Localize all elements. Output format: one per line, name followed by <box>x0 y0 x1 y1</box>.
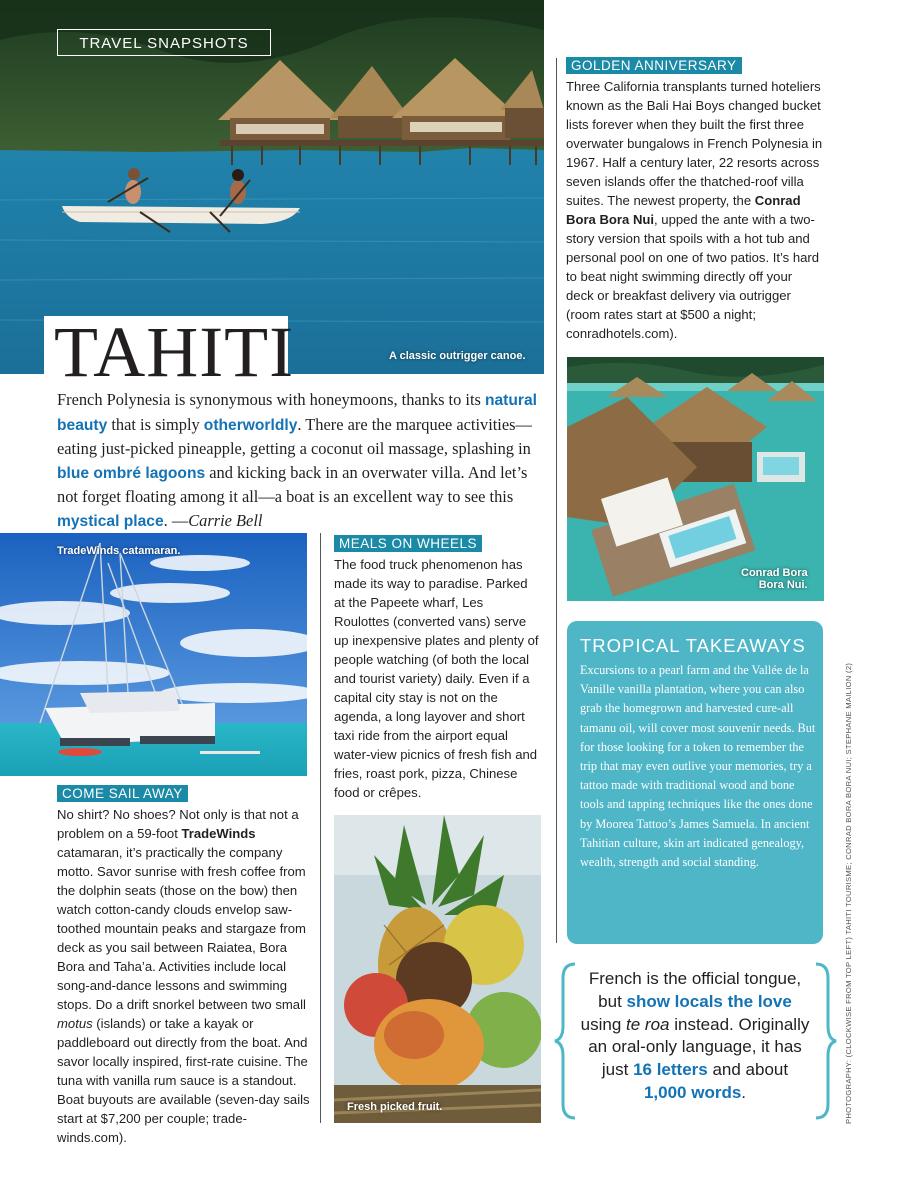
pull-quote: French is the official tongue, but show locals the love using te roa instead. Originally an oral-only language, it has just 16 letters and about 1,000 words. <box>580 969 810 1102</box>
conrad-caption: Conrad Bora Bora Nui. <box>741 567 808 591</box>
highlight-blue-lagoons: blue ombré lagoons <box>57 464 206 482</box>
golden-anniversary-text: Three California transplants turned hoteliers known as the Bali Hai Boys changed bucket lists forever when they built the first three overwater bungalows in French Polynesia in 1967. Half a century later, 22 resorts across seven islands offer the thatched-roof villa suites. The newest property, the Conrad Bora Bora Nui, upped the ante with a two-story version that spoils with a hot tub and personal pool on one of two patios. It’s hard to beat night swimming directly off your deck or breakfast delivery via outrigger (room rates start at $500 a night; conradhotels.com). <box>566 79 823 341</box>
come-sail-away-text: No shirt? No shoes? Not only is that not a problem on a 59-foot TradeWinds catamaran, it’s practically the company motto. Savor sunrise with fresh coffee from the dolphin seats (those on the bow) then watch cotton-candy clouds envelop saw-toothed mountain peaks and stargaze from deck as you sail between Raiatea, Bora Bora and Taha’a. Activities include local song-and-dance lessons and swimming stops. Do a drift snorkel between two small motus (islands) or take a kayak or paddleboard out directly from the boat. And savor locally inspired, first-rate cuisine. The tuna with vanilla rum sauce is a standout. Boat buyouts are available (seven-day sails start at $7,200 per couple; trade-winds.com). <box>57 807 310 1145</box>
come-sail-away-label: COME SAIL AWAY <box>57 785 188 802</box>
canoe-caption: A classic outrigger canoe. <box>389 350 526 362</box>
column-divider-right <box>556 58 557 943</box>
golden-anniversary-label: GOLDEN ANNIVERSARY <box>566 57 742 74</box>
highlight-natural-beauty: natural beauty <box>57 392 537 434</box>
intro-paragraph: French Polynesia is synonymous with honeymoons, thanks to its natural beauty that is simply otherworldly. There are the marquee activities—eating just-picked pineapple, getting a coconut oil massage, splashing in blue ombré lagoons and kicking back in an overwater villa. And let’s not forget floating among it all—a boat is an excellent way to see this mystical place. —Carrie Bell <box>57 390 537 530</box>
tropical-takeaways-text: Excursions to a pearl farm and the Vallée de la Vanille vanilla plantation, where you can also grab the homegrown and harvested cure-all tamanu oil, will cover most souvenir needs. But for those looking for a token to remember the trip that may even outlive your memories, try a tattoo made with traditional wood and bone tools and tapping techniques like the ones done by Moorea Tattoo’s James Samuela. In ancient Tahitian culture, skin art indicated genealogy, wealth, strength and social standing. <box>580 663 816 870</box>
page-title: TAHITI <box>54 312 295 392</box>
conrad-photo <box>567 357 824 601</box>
photo-credit: PHOTOGRAPHY: (CLOCKWISE FROM TOP LEFT) TAHITI TOURISME; CONRAD BORA BORA NUI; STEPHANE MAILION (2) <box>844 662 853 1124</box>
tropical-takeaways-box <box>567 621 823 944</box>
conrad-name: Conrad Bora Bora Nui <box>566 193 801 227</box>
column-divider-left <box>320 533 321 1123</box>
meals-on-wheels-text: The food truck phenomenon has made its way to paradise. Parked at the Papeete wharf, Les Roulottes (converted vans) serve up inexpensive plates and plenty of people watching (of both the local and tourist variety) daily. Even if a capital city stay is not on the agenda, a long layover and short taxi ride from the airport equal water-view picnics of fresh fish and fries, roast pork, pizza, Chinese food or crêpes. <box>334 557 539 800</box>
right-brace-icon <box>812 962 838 1120</box>
fruit-caption: Fresh picked fruit. <box>347 1101 443 1113</box>
catamaran-caption: TradeWinds catamaran. <box>57 545 181 557</box>
highlight-show-locals: show locals the love <box>626 991 792 1011</box>
highlight-16-letters: 16 letters <box>633 1060 708 1080</box>
tradewinds-name: TradeWinds <box>181 826 256 841</box>
meals-on-wheels-label: MEALS ON WHEELS <box>334 535 482 552</box>
highlight-1000-words: 1,000 words <box>643 1082 742 1102</box>
tropical-takeaways-title: TROPICAL TAKEAWAYS <box>580 635 806 656</box>
left-brace-icon <box>553 962 579 1120</box>
catamaran-photo <box>0 533 307 776</box>
series-label: TRAVEL SNAPSHOTS <box>57 29 271 56</box>
author-name: Carrie Bell <box>188 510 263 530</box>
highlight-otherworldly: otherworldly <box>203 416 298 434</box>
highlight-mystical-place: mystical place <box>57 512 164 530</box>
fruit-photo <box>334 815 541 1123</box>
